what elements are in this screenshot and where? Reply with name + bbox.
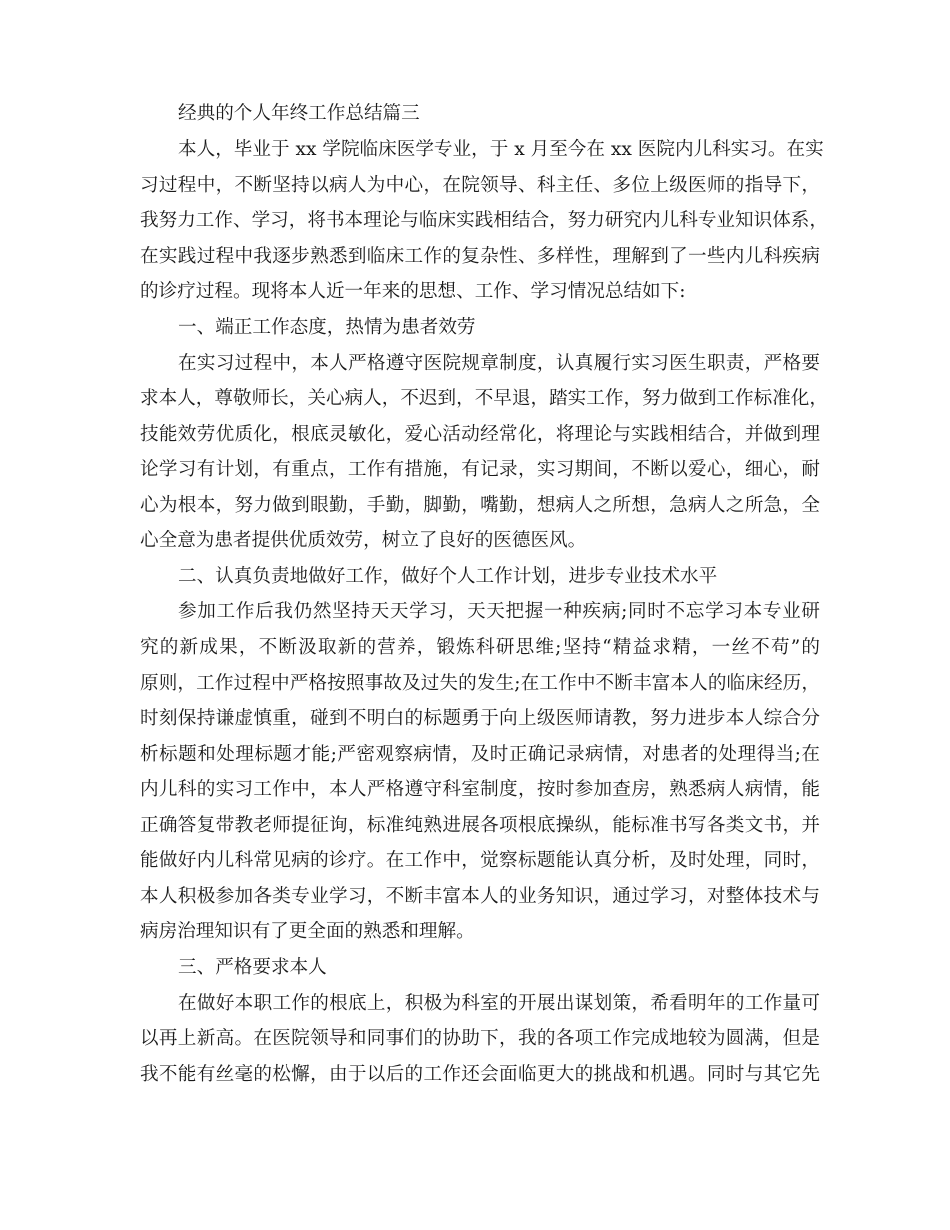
text-line: 三、严格要求本人	[178, 957, 327, 978]
text-line: 析标题和处理标题才能;严密观察病情，及时正确记录病情，对患者的处理得当;在	[140, 744, 820, 765]
text-line: 论学习有计划，有重点，工作有措施，有记录，实习期间，不断以爱心，细心，耐	[140, 459, 820, 480]
text-line: 正确答复带教老师提征询，标准纯熟进展各项根底操纵，能标准书写各类文书，并	[140, 815, 820, 836]
text-line: 以再上新高。在医院领导和同事们的协助下，我的各项工作完成地较为圆满，但是	[140, 1028, 820, 1049]
text-line: 在实践过程中我逐步熟悉到临床工作的复杂性、多样性，理解到了一些内儿科疾病	[140, 246, 820, 267]
text-line: 本人积极参加各类专业学习，不断丰富本人的业务知识，通过学习，对整体技术与	[140, 886, 820, 907]
text-line: 求本人，尊敬师长，关心病人，不迟到，不早退，踏实工作，努力做到工作标准化，	[140, 388, 828, 409]
text-line: 心为根本，努力做到眼勤，手勤，脚勤，嘴勤，想病人之所想，急病人之所急，全	[140, 495, 820, 516]
text-line: 心全意为患者提供优质效劳，树立了良好的医德医风。	[140, 530, 587, 551]
text-line: 时刻保持谦虚慎重，碰到不明白的标题勇于向上级医师请教，努力进步本人综合分	[140, 708, 820, 729]
text-line: 原则，工作过程中严格按照事故及过失的发生;在工作中不断丰富本人的临床经历，	[140, 673, 820, 694]
text-line: 参加工作后我仍然坚持天天学习，天天把握一种疾病;同时不忘学习本专业研	[178, 601, 820, 622]
text-line: 究的新成果，不断汲取新的营养，锻炼科研思维;坚持“精益求精，一丝不苟”的	[140, 637, 820, 658]
text-line: 我不能有丝毫的松懈，由于以后的工作还会面临更大的挑战和机遇。同时与其它先	[140, 1064, 820, 1085]
text-line: 习过程中，不断坚持以病人为中心，在院领导、科主任、多位上级医师的指导下，	[140, 175, 820, 196]
text-line: 一、端正工作态度，热情为患者效劳	[178, 317, 476, 338]
text-line: 内儿科的实习工作中，本人严格遵守科室制度，按时参加查房，熟悉病人病情，能	[140, 779, 820, 800]
text-line: 本人，毕业于 xx 学院临床医学专业，于 x 月至今在 xx 医院内儿科实习。在实	[178, 139, 824, 160]
text-line: 经典的个人年终工作总结篇三	[178, 103, 420, 124]
text-line: 在实习过程中，本人严格遵守医院规章制度，认真履行实习医生职责，严格要	[178, 353, 820, 374]
text-line: 我努力工作、学习，将书本理论与临床实践相结合，努力研究内儿科专业知识体系，	[140, 210, 828, 231]
text-line: 病房治理知识有了更全面的熟悉和理解。	[140, 921, 475, 942]
text-line: 能做好内儿科常见病的诊疗。在工作中，觉察标题能认真分析，及时处理，同时，	[140, 850, 820, 871]
text-line: 二、认真负责地做好工作，做好个人工作计划，进步专业技术水平	[178, 566, 718, 587]
text-line: 的诊疗过程。现将本人近一年来的思想、工作、学习情况总结如下:	[140, 281, 686, 302]
text-line: 在做好本职工作的根底上，积极为科室的开展出谋划策，希看明年的工作量可	[178, 993, 820, 1014]
text-line: 技能效劳优质化，根底灵敏化，爱心活动经常化，将理论与实践相结合，并做到理	[140, 424, 820, 445]
